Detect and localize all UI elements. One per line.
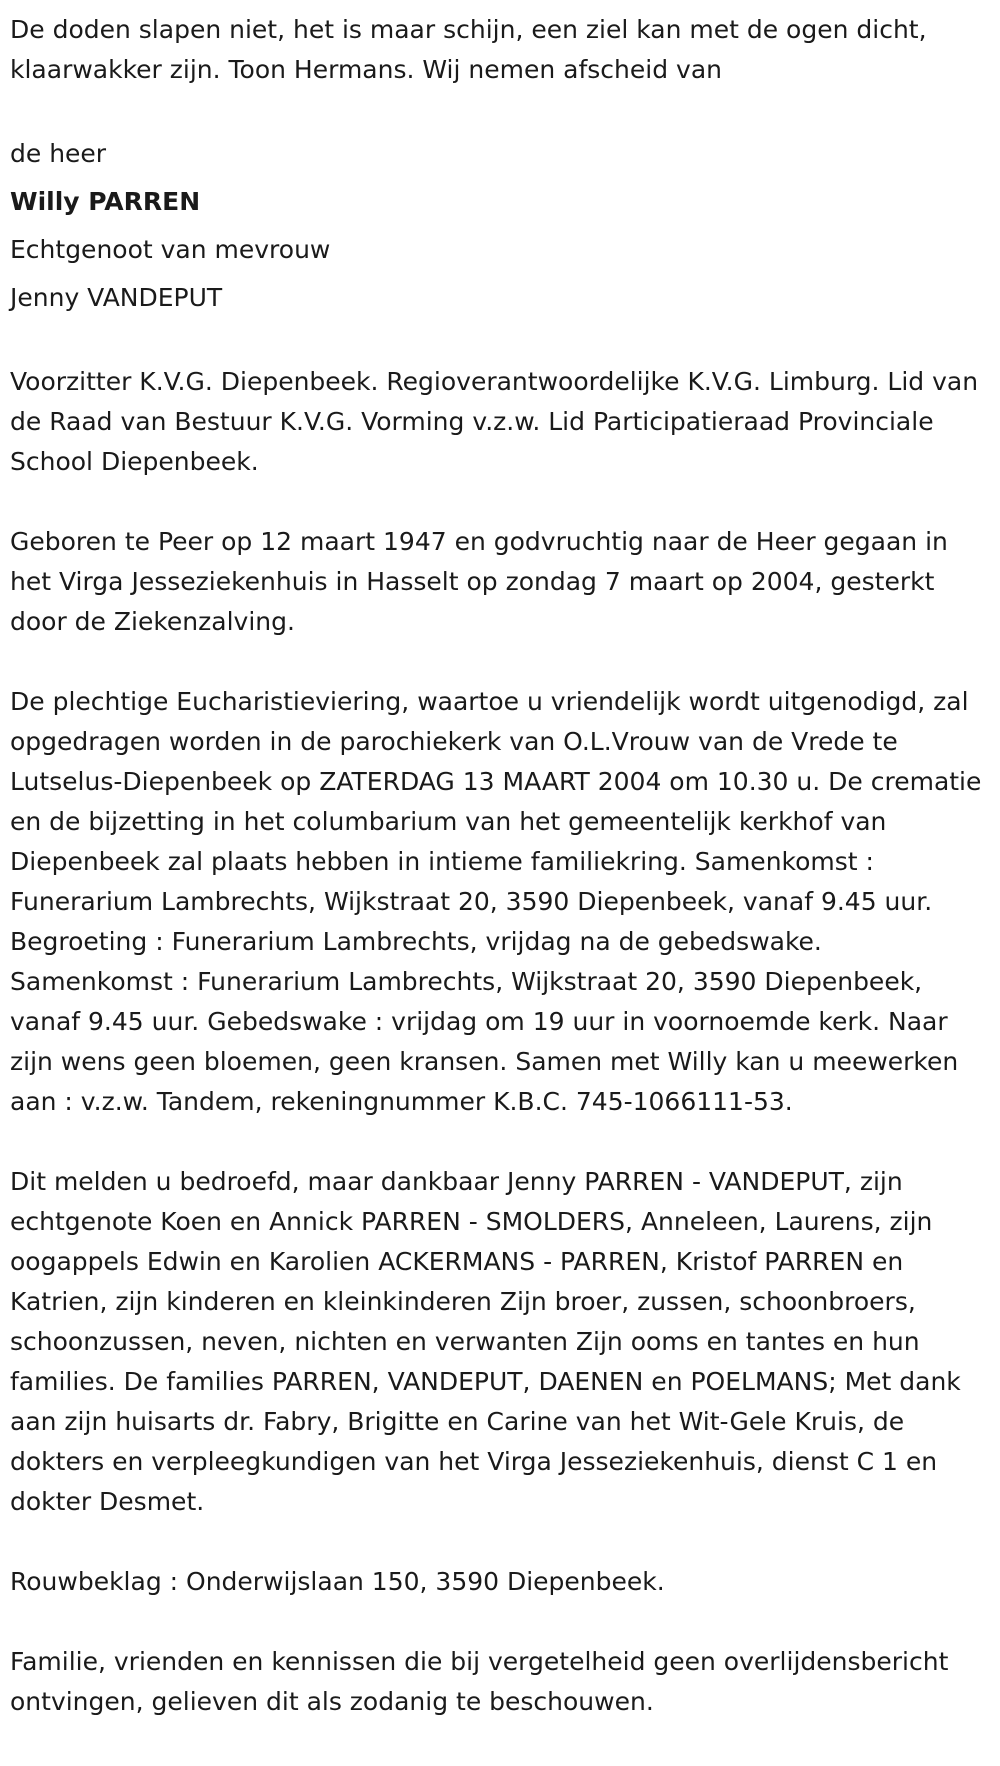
deceased-title: de heer (10, 139, 107, 168)
family-paragraph: Dit melden u bedroefd, maar dankbaar Jenny PARREN - VANDEPUT, zijn echtgenote Koen en Annick PARREN - SMOLDERS, Anneleen, Laurens, zijn oogappels Edwin en Karolien ACKERMANS - PARREN, Kristof PARREN en Katrien, zijn kinderen en kleinkinderen Zijn broer, zussen, schoonbroers, schoonzussen, neven, nichten en verwanten Zijn ooms en tantes en hun families. De families PARREN, VANDEPUT, DAENEN en POELMANS; Met dank aan zijn huisarts dr. Fabry, Brigitte en Carine van het Wit-Gele Kruis, de dokters en verpleegkundigen van het Virga Jesseziekenhuis, dienst C 1 en dokter Desmet. (10, 1167, 961, 1516)
ceremony-paragraph: De plechtige Eucharistieviering, waartoe u vriendelijk wordt uitgenodigd, zal opgedragen worden in de parochiekerk van O.L.Vrouw van de Vrede te Lutselus-Diepenbeek op ZATERDAG 13 MAART 2004 om 10.30 u. De crematie en de bijzetting in het columbarium van het gemeentelijk kerkhof van Diepenbeek zal plaats hebben in intieme familiekring. Samenkomst : Funerarium Lambrechts, Wijkstraat 20, 3590 Diepenbeek, vanaf 9.45 uur. Begroeting : Funerarium Lambrechts, vrijdag na de gebedswake. Samenkomst : Funerarium Lambrechts, Wijkstraat 20, 3590 Diepenbeek, vanaf 9.45 uur. Gebedswake : vrijdag om 19 uur in voornoemde kerk. Naar zijn wens geen bloemen, geen kransen. Samen met Willy kan u meewerken aan : v.z.w. Tandem, rekeningnummer K.B.C. 745-1066111-53. (10, 687, 982, 1116)
condolence-address: Rouwbeklag : Onderwijslaan 150, 3590 Diepenbeek. (10, 1567, 665, 1596)
intro-quote: De doden slapen niet, het is maar schijn, een ziel kan met de ogen dicht, klaarwakker zijn. Toon Hermans. Wij nemen afscheid van (10, 15, 927, 84)
birth-death-paragraph: Geboren te Peer op 12 maart 1947 en godvruchtig naar de Heer gegaan in het Virga Jesseziekenhuis in Hasselt op zondag 7 maart op 2004, gesterkt door de Ziekenzalving. (10, 527, 948, 636)
deceased-name: Willy PARREN (10, 187, 201, 216)
deceased-block (10, 130, 990, 322)
closing-paragraph: Familie, vrienden en kennissen die bij vergetelheid geen overlijdensbericht ontvingen, gelieven dit als zodanig te beschouwen. (10, 1647, 949, 1716)
spouse-label: Echtgenoot van mevrouw (10, 235, 331, 264)
spouse-name: Jenny VANDEPUT (10, 283, 223, 312)
roles-paragraph: Voorzitter K.V.G. Diepenbeek. Regioverantwoordelijke K.V.G. Limburg. Lid van de Raad van Bestuur K.V.G. Vorming v.z.w. Lid Participatieraad Provinciale School Diepenbeek. (10, 367, 979, 476)
